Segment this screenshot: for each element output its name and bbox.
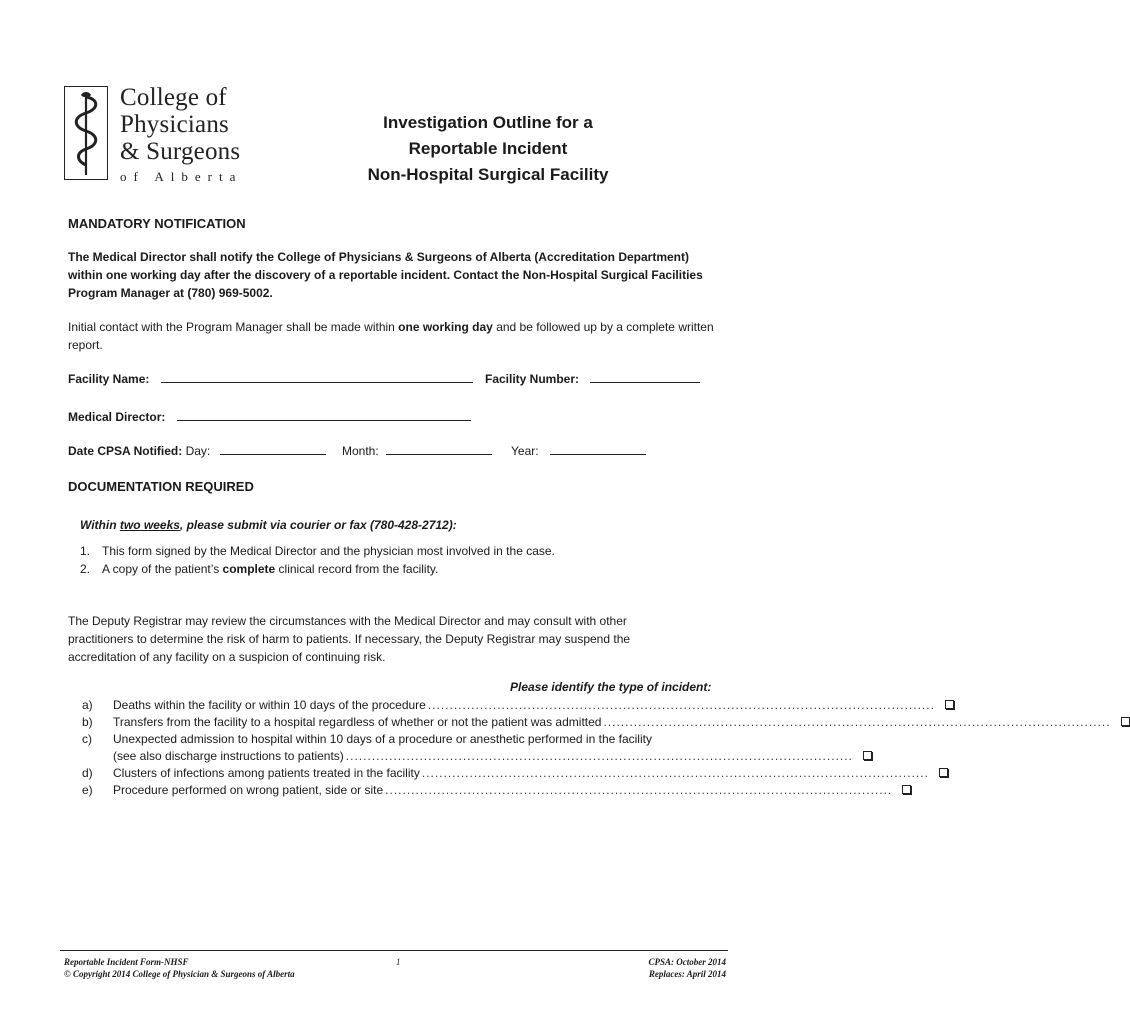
- incident-a-checkbox[interactable]: [945, 700, 954, 709]
- footer-replaces: Replaces: April 2014: [648, 969, 726, 979]
- incident-text: Transfers from the facility to a hospital regardless of whether or not the patient was admitted: [113, 715, 602, 729]
- title-line-3: Non-Hospital Surgical Facility: [367, 165, 609, 184]
- incident-letter: b): [82, 715, 93, 729]
- facility-number-field[interactable]: [590, 371, 700, 383]
- incident-c-checkbox[interactable]: [863, 751, 872, 760]
- incident-letter: c): [82, 732, 92, 746]
- incident-b-checkbox[interactable]: [1121, 717, 1130, 726]
- day-label: Day:: [185, 444, 211, 458]
- deputy-registrar-paragraph: The Deputy Registrar may review the circumstances with the Medical Director and may consult with other practitioners to determine the risk of harm to patients. If necessary, the Deputy Registrar may suspend the accreditation of any facility on a suspicion of continuing risk.: [68, 614, 631, 664]
- footer-copyright: © Copyright 2014 College of Physician & Surgeons of Alberta: [64, 969, 295, 979]
- list-item: [80, 560, 555, 578]
- incident-item-e: e) Procedure performed on wrong patient, side or site .....................................................................................................................: [82, 782, 714, 799]
- incident-list: [82, 697, 1111, 799]
- year-row: [511, 443, 646, 458]
- list-item-number: 1.: [80, 544, 91, 558]
- list-item-number: 2.: [80, 562, 91, 576]
- footer-left: [64, 956, 295, 980]
- documentation-heading: DOCUMENTATION REQUIRED: [68, 479, 254, 494]
- medical-director-row: [68, 409, 471, 424]
- logo-line-3: & Surgeons: [120, 138, 241, 165]
- document-title: [348, 110, 628, 188]
- facility-number-label: Facility Number:: [485, 372, 580, 386]
- incident-item-d: d) Clusters of infections among patients treated in the facility .....................................................................................................................: [82, 765, 714, 782]
- title-line-1: Investigation Outline for a: [383, 113, 593, 132]
- facility-name-label: Facility Name:: [68, 372, 150, 386]
- within-instruction: [80, 518, 457, 532]
- facility-name-field[interactable]: [161, 371, 473, 383]
- page-number: 1: [396, 957, 401, 967]
- cpsa-logo: [64, 86, 254, 186]
- medical-director-field[interactable]: [177, 409, 471, 421]
- list-item-text: This form signed by the Medical Director and the physician most involved in the case.: [102, 544, 555, 558]
- year-field[interactable]: [550, 443, 646, 455]
- month-label: Month:: [342, 444, 379, 458]
- incident-item-c: c) Unexpected admission to hospital within 10 days of a procedure or anesthetic performed in the facility (see also discharge instructions to patients) .....................................................................................................................: [82, 731, 714, 765]
- list-item-text-2: clinical record from the facility.: [275, 562, 439, 576]
- incident-letter: d): [82, 766, 93, 780]
- within-text-2: , please submit via courier or fax (780-428-2712):: [179, 518, 457, 532]
- year-label: Year:: [511, 444, 539, 458]
- initial-text-1: Initial contact with the Program Manager shall be made within: [68, 320, 399, 334]
- incident-text-continued: (see also discharge instructions to patients): [113, 749, 344, 763]
- incident-text: Unexpected admission to hospital within 10 days of a procedure or anesthetic performed in the facility: [113, 732, 652, 746]
- footer-version: CPSA: October 2014: [648, 957, 726, 967]
- title-line-2: Reportable Incident: [408, 139, 568, 158]
- list-item-text-1: A copy of the patient’s: [102, 562, 223, 576]
- date-notified-row: [68, 443, 326, 458]
- logo-wordmark: [120, 84, 242, 187]
- mandatory-paragraph: The Medical Director shall notify the College of Physicians & Surgeons of Alberta (Accreditation Department) within one working day after the discovery of a reportable incident. Contact the Non-Hospital Surgical Facilities Program Manager at (780) 969-5002.: [68, 250, 703, 300]
- month-field[interactable]: [386, 443, 492, 455]
- initial-text-bold: one working day: [398, 320, 493, 334]
- within-text-underlined: two weeks: [119, 518, 180, 532]
- month-row: [342, 443, 492, 458]
- incident-d-checkbox[interactable]: [939, 768, 948, 777]
- date-notified-label: Date CPSA Notified:: [68, 444, 183, 458]
- within-text-1: Within: [80, 518, 120, 532]
- incident-item-b: b) Transfers from the facility to a hospital regardless of whether or not the patient was admitted .....................................................................................................................: [82, 714, 714, 731]
- list-item-text-bold: complete: [222, 562, 276, 576]
- medical-director-label: Medical Director:: [68, 410, 166, 424]
- logo-line-1: College of: [120, 84, 227, 111]
- incident-text: Deaths within the facility or within 10 days of the procedure: [113, 698, 426, 712]
- list-item: [80, 542, 555, 560]
- incident-e-checkbox[interactable]: [902, 785, 911, 794]
- incident-letter: a): [82, 698, 93, 712]
- mandatory-heading: MANDATORY NOTIFICATION: [68, 216, 246, 231]
- facility-number-row: [485, 371, 700, 386]
- facility-name-row: [68, 371, 473, 386]
- footer-form-name: Reportable Incident Form-NHSF: [64, 957, 189, 967]
- incident-text: Clusters of infections among patients treated in the facility: [113, 766, 420, 780]
- identify-incident-label: Please identify the type of incident:: [510, 680, 712, 694]
- documentation-list: [80, 542, 555, 578]
- caduceus-icon: [69, 89, 103, 177]
- footer-right: [649, 956, 727, 980]
- logo-emblem: [64, 86, 108, 180]
- initial-text-2: and be followed up by a complete written report.: [68, 320, 714, 352]
- logo-line-2: Physicians: [120, 111, 229, 138]
- initial-contact-paragraph: [68, 318, 723, 354]
- page-footer: [60, 950, 728, 979]
- logo-sub: of Alberta: [120, 169, 243, 184]
- day-field[interactable]: [220, 443, 326, 455]
- incident-letter: e): [82, 783, 93, 797]
- incident-item-a: a) Deaths within the facility or within 10 days of the procedure .....................................................................................................................: [82, 697, 714, 714]
- incident-text: Procedure performed on wrong patient, side or site: [113, 783, 384, 797]
